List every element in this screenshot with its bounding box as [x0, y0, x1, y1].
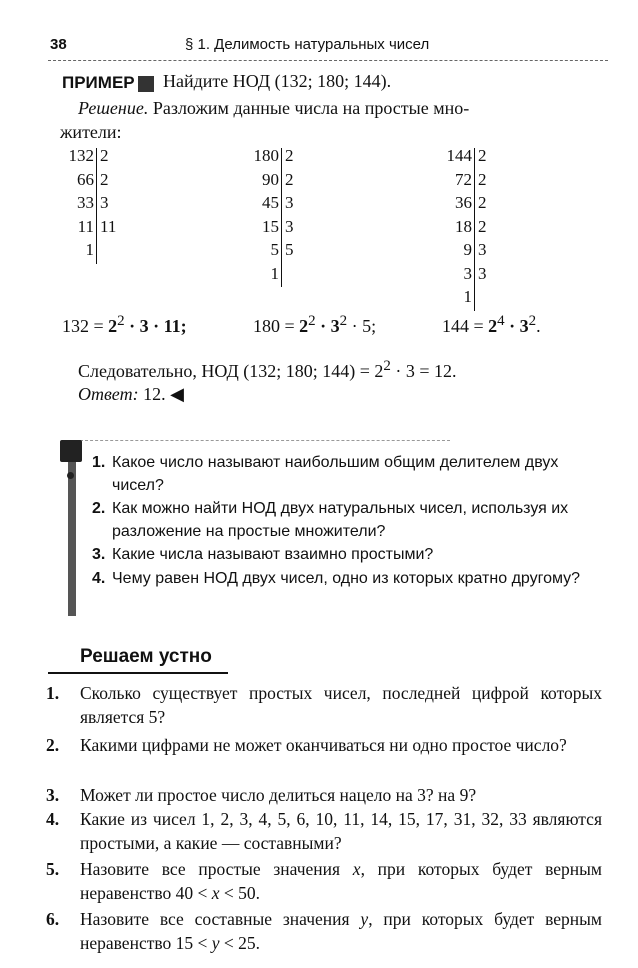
solution-line-2: жители:	[60, 122, 122, 142]
dividend: 1	[270, 263, 279, 283]
prime-divisor: 2	[285, 169, 294, 189]
result-exp: 2	[339, 313, 348, 329]
question-number: 3.	[92, 546, 106, 563]
question-2	[92, 497, 602, 543]
exercise-number: 5.	[46, 859, 60, 879]
prime-divisor: 5	[285, 240, 294, 259]
question-1	[92, 451, 602, 497]
prime-divisor: 2	[478, 216, 487, 236]
variable: x	[211, 883, 220, 903]
prime-divisor: 2	[285, 146, 294, 165]
solution-line-1	[78, 98, 618, 119]
dividend: 33	[77, 193, 94, 212]
bullet-icon	[67, 472, 74, 479]
variable: x	[352, 859, 361, 879]
dividend: 3	[463, 263, 472, 283]
example-task: Найдите НОД (132; 180; 144).	[163, 71, 392, 91]
answer-line	[78, 384, 184, 405]
dividend: 15	[262, 216, 279, 236]
result-tail: .	[536, 316, 541, 336]
dividend: 18	[455, 216, 472, 236]
prime-divisor: 3	[285, 193, 294, 212]
result-exp: 2	[117, 313, 125, 329]
prime-divisor: 2	[478, 193, 487, 212]
exercise-6	[46, 907, 602, 955]
result-base: 2	[299, 316, 309, 336]
dividend: 72	[455, 169, 472, 189]
therefore-text: Следовательно, НОД (132; 180; 144) = 2	[78, 361, 384, 381]
exercise-text	[46, 907, 602, 955]
result-tail: · 5;	[347, 316, 377, 336]
end-marker-icon: ◀	[170, 384, 184, 404]
question-mark-icon	[60, 440, 82, 462]
question-text: Какое число называют наибольшим общим делителем двух чисел?	[112, 454, 559, 494]
running-title: § 1. Делимость натуральных чисел	[185, 36, 430, 53]
exercise-text: Какими цифрами не может оканчиваться ни одно простое число?	[80, 735, 567, 755]
dividend: 144	[446, 146, 472, 165]
exercise-number: 6.	[46, 909, 60, 929]
result-rest: · 3 · 11;	[124, 316, 187, 336]
divider-line	[96, 148, 97, 264]
exercise-2	[46, 733, 602, 757]
exercise-text-part: Назовите все простые значения	[80, 859, 353, 879]
solution-text-1: Разложим данные числа на простые мно-	[152, 98, 470, 118]
exercise-number: 4.	[46, 809, 60, 829]
question-4	[92, 567, 602, 590]
question-number: 1.	[92, 454, 106, 471]
questions-side-bar	[68, 442, 76, 616]
result-exp: 2	[308, 313, 316, 329]
result-exp: 2	[528, 313, 537, 329]
result-exp: 4	[497, 313, 505, 329]
exercise-text-part: Назовите все составные значения	[80, 909, 361, 929]
result-base: 2	[108, 316, 118, 336]
questions-divider	[80, 440, 450, 441]
question-3	[92, 543, 602, 566]
divider-line	[474, 148, 475, 311]
result-180	[253, 313, 376, 337]
dividend: 132	[68, 146, 94, 165]
result-lhs: 144 =	[442, 316, 489, 336]
dividend: 1	[85, 240, 94, 259]
exercise-text: Сколько существует простых чисел, последней цифрой которых является 5?	[80, 683, 602, 727]
header-divider	[48, 60, 608, 61]
question-text: Чему равен НОД двух чисел, одно из которых кратно другому?	[112, 570, 581, 587]
therefore-line	[78, 358, 457, 382]
dividend: 45	[262, 193, 279, 212]
exercise-text-part: , при которых будет верным неравенство 15 <	[80, 909, 602, 953]
exercise-text: Может ли простое число делиться нацело на 3? на 9?	[80, 785, 477, 805]
question-text: Как можно найти НОД двух натуральных чисел, используя их разложение на простые множители?	[112, 500, 569, 540]
result-lhs: 132 =	[62, 316, 109, 336]
therefore-exp: 2	[383, 358, 391, 374]
result-144	[442, 313, 541, 337]
prime-divisor: 2	[478, 169, 487, 189]
question-text: Какие числа называют взаимно простыми?	[112, 546, 434, 563]
section-title-underline	[48, 672, 228, 674]
dividend: 90	[262, 169, 279, 189]
result-lhs: 180 =	[253, 316, 300, 336]
question-number: 4.	[92, 570, 106, 587]
therefore-tail: · 3 = 12.	[390, 361, 457, 381]
exercise-3	[46, 783, 602, 807]
exercise-4	[46, 807, 602, 855]
variable: y	[211, 933, 220, 953]
prime-divisor: 3	[478, 263, 487, 283]
dividend: 11	[77, 216, 94, 236]
dividend: 66	[77, 169, 94, 189]
answer-value: 12.	[138, 384, 166, 404]
answer-label: Ответ:	[78, 384, 139, 404]
exercise-5	[46, 857, 602, 905]
prime-divisor: 3	[285, 216, 294, 236]
prime-divisor: 3	[478, 240, 487, 259]
result-rest: · 3	[504, 316, 529, 336]
result-132	[62, 313, 187, 337]
dividend: 36	[455, 193, 472, 212]
prime-divisor: 2	[478, 146, 487, 165]
exercise-number: 2.	[46, 735, 60, 755]
prime-divisor: 11	[100, 216, 117, 236]
question-number: 2.	[92, 500, 106, 517]
dividend: 5	[270, 240, 279, 259]
result-base: 2	[488, 316, 498, 336]
exercise-number: 3.	[46, 785, 60, 805]
example-label: ПРИМЕР	[62, 73, 135, 92]
exercise-text	[46, 857, 602, 905]
prime-divisor: 3	[100, 193, 109, 212]
exercise-text: Какие из чисел 1, 2, 3, 4, 5, 6, 10, 11, 14, 15, 17, 31, 32, 33 являются простыми, а какие — составными?	[80, 809, 602, 853]
page-number: 38	[50, 36, 67, 53]
prime-divisor: 2	[100, 169, 109, 189]
example-marker-icon	[138, 76, 154, 92]
solution-label: Решение.	[78, 98, 149, 118]
dividend: 180	[253, 146, 279, 165]
exercise-1	[46, 681, 602, 729]
dividend: 9	[463, 240, 472, 259]
exercise-text-part: < 25.	[219, 933, 261, 953]
prime-divisor: 2	[100, 146, 109, 165]
exercise-number: 1.	[46, 683, 60, 703]
exercise-text-part: < 50.	[219, 883, 261, 903]
result-rest: · 3	[315, 316, 340, 336]
variable: y	[360, 909, 369, 929]
section-title: Решаем устно	[80, 646, 212, 667]
dividend: 1	[463, 287, 472, 306]
exercise-text-part: , при которых будет верным неравенство 40 <	[80, 859, 602, 903]
divider-line	[281, 148, 282, 287]
